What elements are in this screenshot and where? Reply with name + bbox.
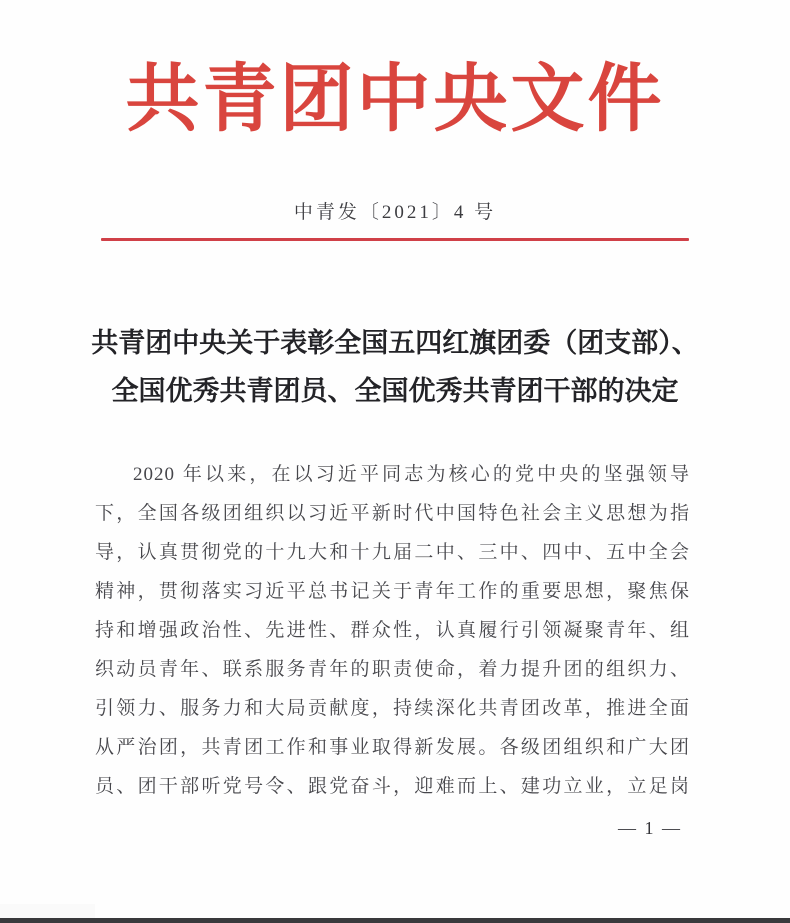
- body-line: 引领力、服务力和大局贡献度，持续深化共青团改革，推进全面: [95, 698, 690, 719]
- document-title-line-2: 全国优秀共青团员、全国优秀共青团干部的决定: [111, 376, 679, 406]
- body-line: 导，认真贯彻党的十九大和十九届二中、三中、四中、五中全会: [95, 542, 690, 563]
- scan-edge-artifact: [0, 904, 95, 918]
- document-number: 中青发〔2021〕4 号: [293, 202, 497, 223]
- document-title-line-1: 共青团中央关于表彰全国五四红旗团委（团支部）、: [91, 328, 699, 358]
- body-line: 持和增强政治性、先进性、群众性，认真履行引领凝聚青年、组: [95, 620, 690, 641]
- body-line: 从严治团，共青团工作和事业取得新发展。各级团组织和广大团: [95, 737, 690, 758]
- body-line: 下，全国各级团组织以习近平新时代中国特色社会主义思想为指: [95, 503, 690, 524]
- document-body: [95, 455, 690, 806]
- red-rule-divider: [101, 238, 689, 241]
- body-line: 织动员青年、联系服务青年的职责使命，着力提升团的组织力、: [95, 659, 690, 680]
- letterhead-title: 共青团中央文件: [125, 59, 665, 141]
- body-line: 精神，贯彻落实习近平总书记关于青年工作的重要思想，聚焦保: [95, 581, 690, 602]
- document-title: [0, 319, 790, 415]
- body-line: 员、团干部听党号令、跟党奋斗，迎难而上、建功立业，立足岗: [95, 776, 690, 797]
- photo-bottom-edge: [0, 918, 790, 923]
- body-line: 2020 年以来，在以习近平同志为核心的党中央的坚强领导: [133, 464, 690, 485]
- page-number: — 1 —: [618, 818, 682, 838]
